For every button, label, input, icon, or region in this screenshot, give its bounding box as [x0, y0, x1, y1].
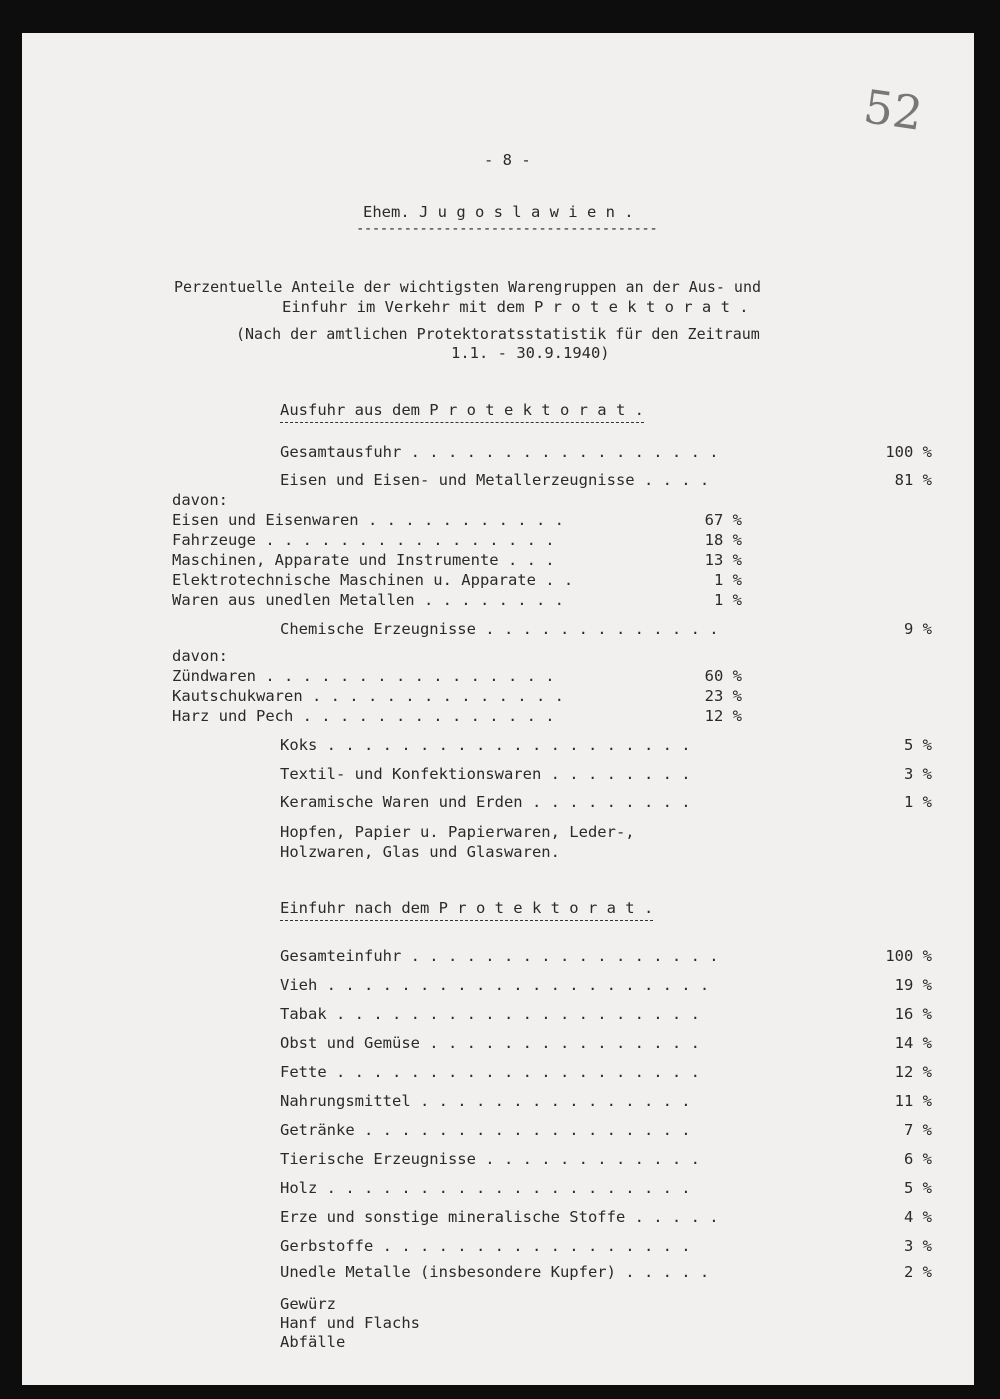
- list-item-value: 14 %: [894, 1034, 932, 1052]
- list-item-label: Holz . . . . . . . . . . . . . . . . . . . .: [280, 1179, 691, 1197]
- import-misc-item: Hanf und Flachs: [280, 1314, 420, 1332]
- import-misc-item: Abfälle: [280, 1333, 346, 1351]
- export-chem-label: Chemische Erzeugnisse . . . . . . . . . . . . .: [280, 620, 719, 638]
- export-iron-label: Eisen und Eisen- und Metallerzeugnisse . . . .: [280, 471, 710, 489]
- list-item-value: 13 %: [704, 551, 742, 569]
- list-item-value: 18 %: [704, 531, 742, 549]
- source-line-2: 1.1. - 30.9.1940): [451, 344, 610, 362]
- list-item-value: 6 %: [904, 1150, 932, 1168]
- list-item-label: Unedle Metalle (insbesondere Kupfer) . . . . .: [280, 1263, 710, 1281]
- list-item-value: 11 %: [894, 1092, 932, 1110]
- chem-davon-label: davon:: [172, 647, 228, 665]
- list-item-value: 1 %: [714, 571, 742, 589]
- intro-line-2: Einfuhr im Verkehr mit dem P r o t e k t o r a t .: [282, 298, 749, 316]
- list-item-value: 5 %: [904, 1179, 932, 1197]
- list-item-label: Waren aus unedlen Metallen . . . . . . . .: [172, 591, 564, 609]
- import-heading: Einfuhr nach dem P r o t e k t o r a t .: [280, 899, 653, 921]
- list-item-label: Elektrotechnische Maschinen u. Apparate . .: [172, 571, 574, 589]
- list-item-label: Vieh . . . . . . . . . . . . . . . . . . . . .: [280, 976, 710, 994]
- list-item-value: 7 %: [904, 1121, 932, 1139]
- import-misc-item: Gewürz: [280, 1295, 336, 1313]
- document-page: [22, 33, 974, 1385]
- list-item-label: Gesamteinfuhr . . . . . . . . . . . . . . . . .: [280, 947, 719, 965]
- export-misc-line-2: Holzwaren, Glas und Glaswaren.: [280, 843, 560, 861]
- list-item-label: Textil- und Konfektionswaren . . . . . . . .: [280, 765, 691, 783]
- list-item-value: 5 %: [904, 736, 932, 754]
- intro-line-1: Perzentuelle Anteile der wichtigsten Warengruppen an der Aus- und: [174, 278, 761, 296]
- list-item-label: Getränke . . . . . . . . . . . . . . . . . .: [280, 1121, 691, 1139]
- list-item-label: Koks . . . . . . . . . . . . . . . . . . . .: [280, 736, 691, 754]
- list-item-label: Gerbstoffe . . . . . . . . . . . . . . . . .: [280, 1237, 691, 1255]
- title-underline: --------------------------------------: [356, 221, 658, 237]
- list-item-label: Harz und Pech . . . . . . . . . . . . . .: [172, 707, 555, 725]
- list-item-value: 1 %: [904, 793, 932, 811]
- list-item-label: Eisen und Eisenwaren . . . . . . . . . . .: [172, 511, 564, 529]
- export-iron-value: 81 %: [894, 471, 932, 489]
- export-heading: Ausfuhr aus dem P r o t e k t o r a t .: [280, 401, 644, 423]
- list-item-value: 3 %: [904, 765, 932, 783]
- list-item-value: 100 %: [885, 947, 932, 965]
- list-item-value: 12 %: [704, 707, 742, 725]
- list-item-label: Obst und Gemüse . . . . . . . . . . . . . . .: [280, 1034, 700, 1052]
- list-item-label: Fette . . . . . . . . . . . . . . . . . . . .: [280, 1063, 700, 1081]
- list-item-value: 23 %: [704, 687, 742, 705]
- source-line-1: (Nach der amtlichen Protektoratsstatistik für den Zeitraum: [236, 325, 760, 343]
- list-item-value: 60 %: [704, 667, 742, 685]
- page-number: - 8 -: [484, 151, 531, 169]
- list-item-label: Erze und sonstige mineralische Stoffe . . . . .: [280, 1208, 719, 1226]
- list-item-label: Keramische Waren und Erden . . . . . . . . .: [280, 793, 691, 811]
- list-item-value: 12 %: [894, 1063, 932, 1081]
- export-misc-line-1: Hopfen, Papier u. Papierwaren, Leder-,: [280, 823, 635, 841]
- list-item-value: 19 %: [894, 976, 932, 994]
- export-total-label: Gesamtausfuhr . . . . . . . . . . . . . . . . .: [280, 443, 719, 461]
- list-item-label: Kautschukwaren . . . . . . . . . . . . . .: [172, 687, 564, 705]
- list-item-value: 1 %: [714, 591, 742, 609]
- list-item-label: Zündwaren . . . . . . . . . . . . . . . .: [172, 667, 555, 685]
- list-item-value: 67 %: [704, 511, 742, 529]
- page-title: Ehem. J u g o s l a w i e n .: [363, 203, 634, 221]
- list-item-value: 4 %: [904, 1208, 932, 1226]
- list-item-label: Fahrzeuge . . . . . . . . . . . . . . . .: [172, 531, 555, 549]
- list-item-value: 2 %: [904, 1263, 932, 1281]
- list-item-label: Maschinen, Apparate und Instrumente . . .: [172, 551, 555, 569]
- list-item-value: 16 %: [894, 1005, 932, 1023]
- export-total-value: 100 %: [885, 443, 932, 461]
- list-item-value: 3 %: [904, 1237, 932, 1255]
- list-item-label: Tabak . . . . . . . . . . . . . . . . . . . .: [280, 1005, 700, 1023]
- export-chem-value: 9 %: [904, 620, 932, 638]
- list-item-label: Nahrungsmittel . . . . . . . . . . . . . . .: [280, 1092, 691, 1110]
- handwritten-folio-number: 52: [860, 79, 927, 141]
- list-item-label: Tierische Erzeugnisse . . . . . . . . . . . .: [280, 1150, 700, 1168]
- iron-davon-label: davon:: [172, 491, 228, 509]
